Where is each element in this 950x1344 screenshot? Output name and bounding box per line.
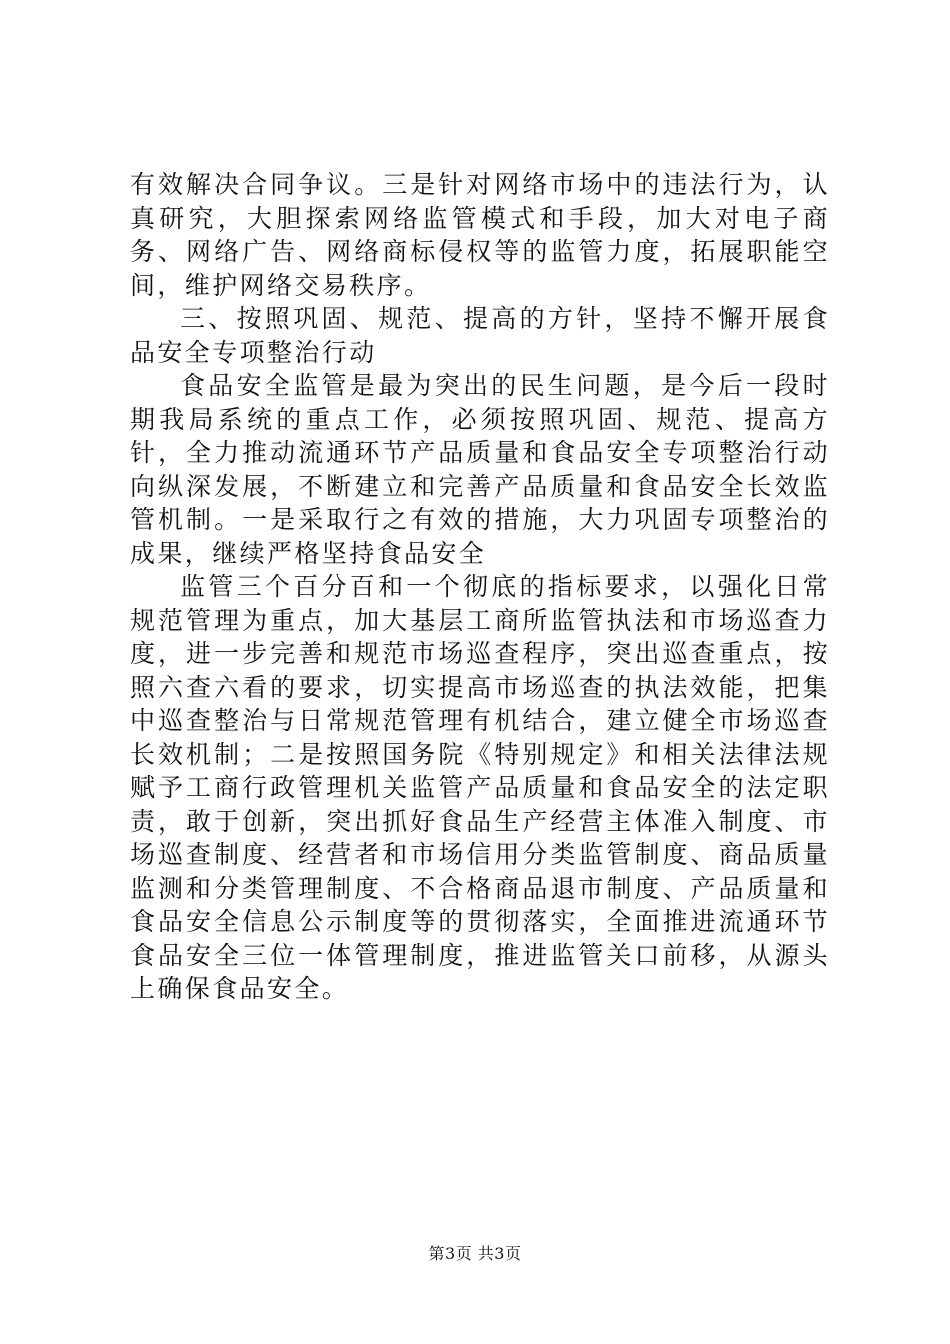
paragraph-1: 有效解决合同争议。三是针对网络市场中的违法行为，认真研究，大胆探索网络监管模式和手段，加大对电子商务、网络广告、网络商标侵权等的监管力度，拓展职能空间，维护网络交易秩序。 [130, 170, 830, 300]
body-text [130, 168, 830, 1006]
section-heading-3: 三、按照巩固、规范、提高的方针，坚持不懈开展食品安全专项整治行动 [130, 304, 830, 367]
page-footer: 第3页 共3页 [428, 1244, 522, 1263]
paragraph-4: 监管三个百分百和一个彻底的指标要求，以强化日常规范管理为重点，加大基层工商所监管执法和市场巡查力度，进一步完善和规范市场巡查程序，突出巡查重点，按照六查六看的要求，切实提高市场巡查的执法效能，把集中巡查整治与日常规范管理有机结合，建立健全市场巡查长效机制；二是按照国务院《特别规定》和相关法律法规赋予工商行政管理机关监管产品质量和食品安全的法定职责，敢于创新，突出抓好食品生产经营主体准入制度、市场巡查制度、经营者和市场信用分类监管制度、商品质量监测和分类管理制度、不合格商品退市制度、产品质量和食品安全信息公示制度等的贯彻落实，全面推进流通环节食品安全三位一体管理制度，推进监管关口前移，从源头上确保食品安全。 [130, 572, 830, 1003]
paragraph-3: 食品安全监管是最为突出的民生问题，是今后一段时期我局系统的重点工作，必须按照巩固、规范、提高方针，全力推动流通环节产品质量和食品安全专项整治行动向纵深发展，不断建立和完善产品质量和食品安全长效监管机制。一是采取行之有效的措施，大力巩固专项整治的成果，继续严格坚持食品安全 [130, 371, 830, 568]
